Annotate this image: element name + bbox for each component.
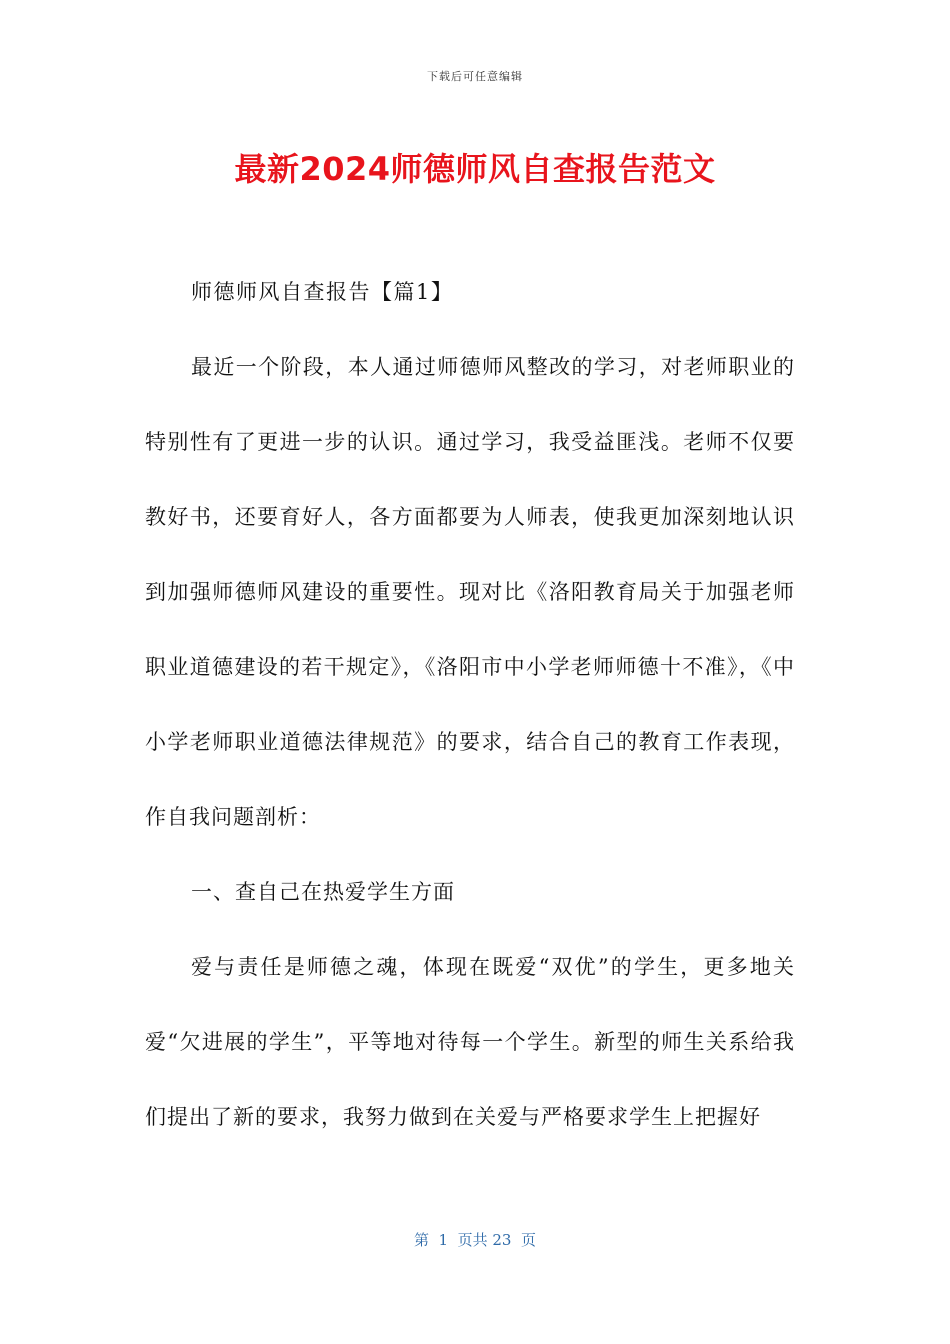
document-title: 最新2024师德师风自查报告范文 xyxy=(234,150,716,188)
body-paragraph: 最近一个阶段，本人通过师德师风整改的学习，对老师职业的特别性有了更进一步的认识。通过学习，我受益匪浅。老师不仅要教好书，还要育好人，各方面都要为人师表，使我更加深刻地认识到加强师德师风建设的重要性。现对比《洛阳教育局关于加强老师职业道德建设的若干规定》，《洛阳市中小学老师师德十不准》，《中小学老师职业道德法律规范》的要求，结合自己的教育工作表现，作自我问题剖析： xyxy=(145,355,795,829)
document-body xyxy=(145,255,795,1155)
header-note: 下载后可任意编辑 xyxy=(427,70,523,83)
body-paragraph: 爱与责任是师德之魂，体现在既爱“双优”的学生，更多地关爱“欠进展的学生”，平等地对待每一个学生。新型的师生关系给我们提出了新的要求，我努力做到在关爱与严格要求学生上把握好 xyxy=(145,955,795,1129)
subsection-heading: 一、查自己在热爱学生方面 xyxy=(191,880,455,904)
page-footer: 第 1 页共 23 页 xyxy=(413,1231,536,1249)
section-heading: 师德师风自查报告【篇1】 xyxy=(191,280,454,304)
